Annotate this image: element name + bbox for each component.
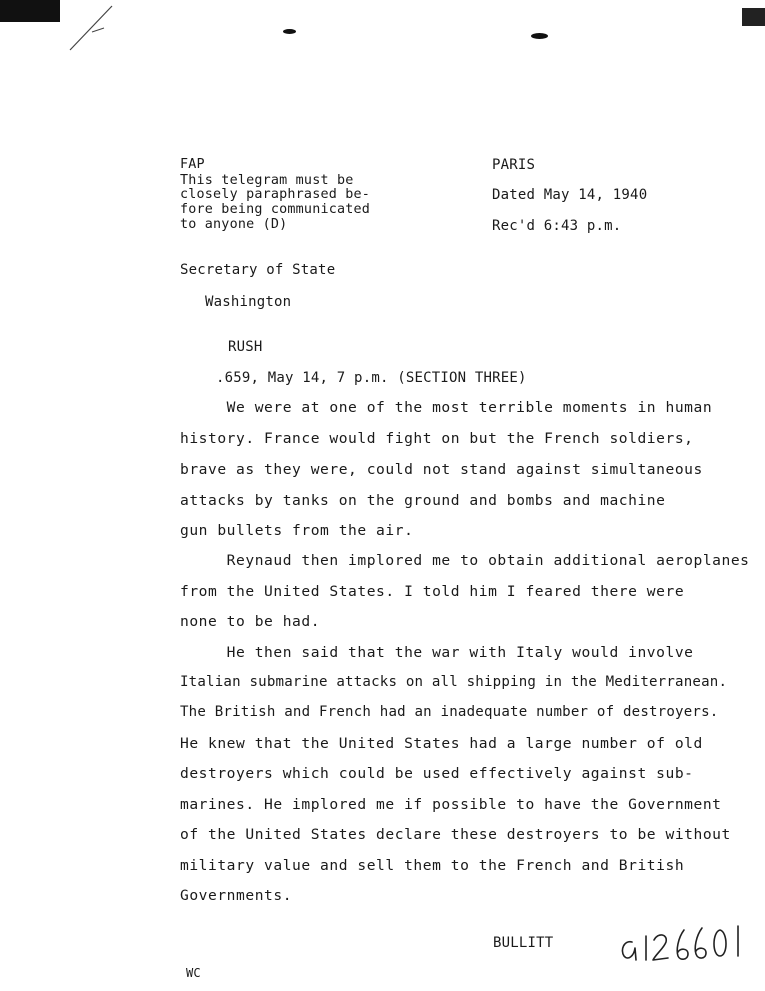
scan-mark-top-right	[742, 8, 765, 26]
body-line: attacks by tanks on the ground and bombs and machine	[180, 492, 666, 509]
paraphrase-notice-line-1: This telegram must be	[180, 173, 354, 188]
punch-mark-right	[531, 33, 548, 39]
paraphrase-notice-line-4: to anyone (D)	[180, 217, 288, 232]
dated-line: Dated May 14, 1940	[492, 187, 648, 203]
body-line: gun bullets from the air.	[180, 522, 414, 539]
handwritten-archive-number	[618, 920, 748, 964]
body-line: military value and sell them to the French and British	[180, 857, 685, 874]
body-line: marines. He implored me if possible to have the Government	[180, 796, 722, 813]
paraphrase-notice-line-3: fore being communicated	[180, 202, 371, 217]
addressee-city: Washington	[205, 294, 292, 310]
telegram-code: FAP	[180, 157, 205, 172]
scan-mark-top-left	[0, 0, 60, 22]
body-line: brave as they were, could not stand against simultaneous	[180, 461, 703, 478]
body-line: destroyers which could be used effectively against sub-	[180, 765, 694, 782]
addressee-title: Secretary of State	[180, 262, 336, 278]
body-line: He then said that the war with Italy would involve	[180, 644, 694, 661]
footer-initials: WC	[186, 966, 201, 980]
punch-mark-left	[283, 29, 296, 34]
body-line: Governments.	[180, 887, 293, 904]
paraphrase-notice-line-2: closely paraphrased be-	[180, 187, 371, 202]
pen-stroke-mark	[66, 4, 116, 54]
body-line: We were at one of the most terrible moments in human	[180, 399, 713, 416]
body-line: from the United States. I told him I feared there were	[180, 583, 685, 600]
body-line: He knew that the United States had a large number of old	[180, 735, 703, 752]
body-line: Italian submarine attacks on all shipping in the Mediterranean.	[180, 674, 728, 690]
place: PARIS	[492, 157, 536, 173]
body-line: Reynaud then implored me to obtain additional aeroplanes	[180, 552, 750, 569]
received-line: Rec'd 6:43 p.m.	[492, 218, 622, 234]
message-reference: .659, May 14, 7 p.m. (SECTION THREE)	[216, 370, 527, 386]
priority-marker: RUSH	[228, 339, 263, 355]
body-line: The British and French had an inadequate number of destroyers.	[180, 704, 719, 720]
body-line: history. France would fight on but the French soldiers,	[180, 430, 694, 447]
body-line: none to be had.	[180, 613, 321, 630]
signature: BULLITT	[493, 935, 554, 951]
body-line: of the United States declare these destroyers to be without	[180, 826, 731, 843]
